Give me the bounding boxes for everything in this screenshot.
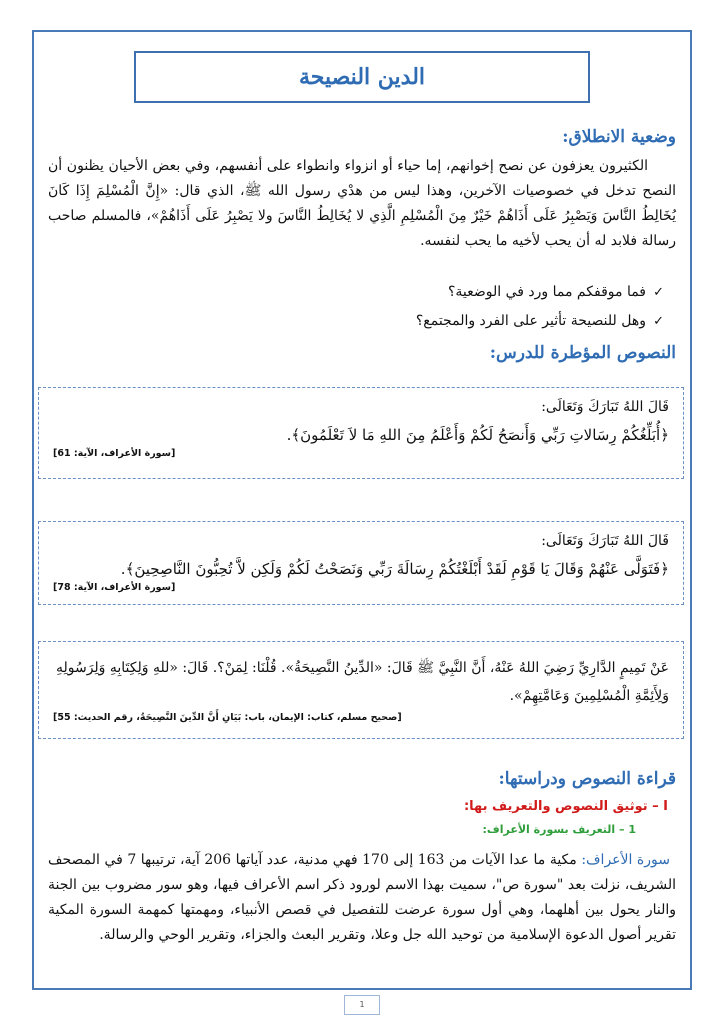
- text-box-2: [38, 521, 684, 605]
- subheading-documentation: I – توثيق النصوص والتعريف بها:: [463, 799, 668, 814]
- verse-text: ﴿فَتَوَلَّى عَنْهُمْ وَقَالَ يَا قَوْمِ لَقَدْ أَبْلَغْتُكُمْ رِسَالَةَ رَبِّي وَنَصَحْتُ لَكُمْ وَلَكِن لاَّ تُحِبُّونَ النَّاصِحِينَ﴾.: [120, 560, 669, 578]
- page-title-text: الدين النصيحة: [298, 64, 426, 90]
- subheading-surah-intro: 1 – التعريف بسورة الأعراف:: [482, 823, 636, 836]
- verse-reference: [سورة الأعراف، الآية: 61]: [53, 448, 176, 459]
- page-number: 1: [344, 995, 380, 1015]
- section-heading-intro: وضعية الانطلاق:: [562, 127, 676, 147]
- surah-name: سورة الأعراف:: [581, 852, 670, 868]
- hadith-reference: [صحيح مسلم، كتاب: الإيمان، باب: بَيَانِ أَنَّ الدِّينَ النَّصِيحَةُ، رقم الحديث: 55]: [53, 712, 402, 723]
- list-item: [416, 307, 664, 336]
- page-title: [134, 51, 590, 103]
- surah-description: مكية ما عدا الآيات من 163 إلى 170 فهي مدنية، عدد آياتها 206 آية، ترتيبها 7 في المصحف الشريف، نزلت بعد "سورة ص"، سميت بهذا الاسم لورود ذكر اسم الأعراف فيها، وهو سور مضروب بين الجنة والنار يحول بين أهلهما، وهي أول سورة عرضت للتفصيل في قصص الأنبياء، ومهمتها كمهمة السورة المكية تقرير أصول الدعوة الإسلامية من توحيد الله جل وعلا، وتقرير البعث والجزاء، وتقرير الوحي والرسالة.: [48, 852, 676, 943]
- question-text: وهل للنصيحة تأثير على الفرد والمجتمع؟: [415, 313, 646, 329]
- hadith-text: عَنْ تَمِيمٍ الدَّارِيِّ رَضِيَ اللهُ عَنْهُ، أَنَّ النَّبِيَّ ﷺ قَالَ: «الدِّينُ النَّصِيحَةُ». قُلْنَا: لِمَنْ؟. قَالَ: «للهِ وَلِكِتَابِهِ وَلِرَسُولِهِ وَلِأَئِمَّةِ الْمُسْلِمِينَ وَعَامَّتِهِمْ».: [55, 660, 669, 704]
- verse-intro: قَالَ اللهُ تَبَارَكَ وَتَعَالَى:: [541, 399, 669, 415]
- verse-reference: [سورة الأعراف، الآية: 78]: [53, 582, 176, 593]
- question-text: فما موقفكم مما ورد في الوضعية؟: [447, 284, 646, 300]
- check-icon: ✓: [653, 285, 664, 300]
- section-heading-texts: النصوص المؤطرة للدرس:: [489, 343, 676, 363]
- list-item: [416, 278, 664, 307]
- text-box-3: [38, 641, 684, 739]
- surah-paragraph: [48, 848, 676, 948]
- question-list: [416, 278, 664, 336]
- verse-intro: قَالَ اللهُ تَبَارَكَ وَتَعَالَى:: [541, 533, 669, 549]
- intro-paragraph: الكثيرون يعزفون عن نصح إخوانهم، إما حياء أو انزواء وانطواء على أنفسهم، وفي بعض الأحيان يظنون أن النصح تدخل في خصوصيات الآخرين، وهذا ليس من هدْي رسول الله ﷺ، الذي قال: «إِنَّ الْمُسْلِمَ إِذَا كَانَ يُخَالِطُ النَّاسَ وَيَصْبِرُ عَلَى أَذَاهُمْ خَيْرٌ مِنَ الْمُسْلِمِ الَّذِي لا يُخَالِطُ النَّاسَ ولا يَصْبِرُ عَلَى أَذَاهُمْ»، فالمسلم صاحب رسالة فلابد له أن يحب لأخيه ما يحب لنفسه.: [48, 158, 676, 249]
- section-heading-study: قراءة النصوص ودراستها:: [498, 769, 676, 789]
- verse-text: ﴿أُبَلِّغُكُمْ رِسَالاتِ رَبِّي وَأَنصَحُ لَكُمْ وَأَعْلَمُ مِنَ اللهِ مَا لاَ تَعْلَمُونَ﴾.: [286, 426, 669, 444]
- text-box-1: [38, 387, 684, 479]
- check-icon: ✓: [653, 314, 664, 329]
